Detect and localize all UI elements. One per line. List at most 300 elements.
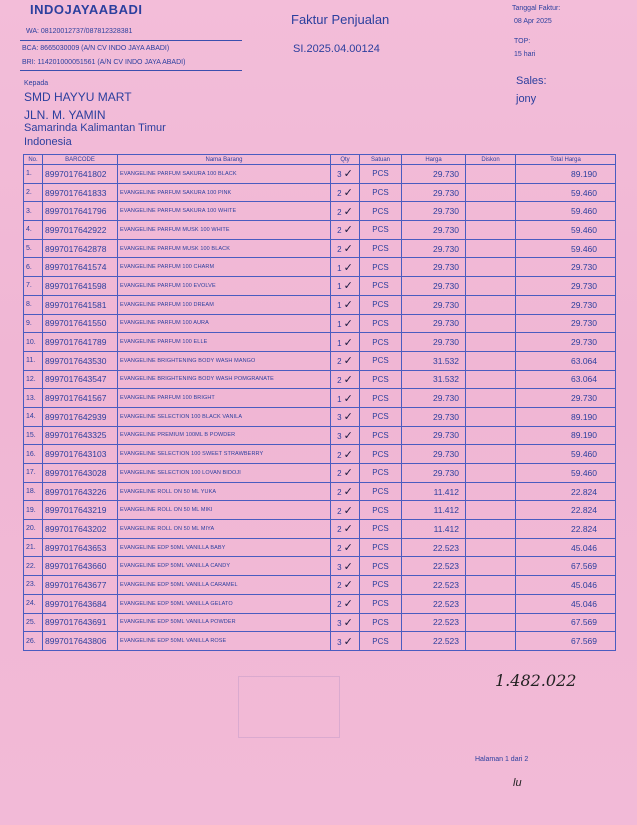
unit-cell (360, 183, 402, 202)
cell-text: 8997017642939 (45, 411, 107, 422)
cell-text: EVANGELINE BRIGHTENING BODY WASH POMGRANATE (120, 376, 274, 383)
cell-text: 8997017643691 (45, 617, 107, 628)
price-cell (402, 351, 466, 370)
table-row (24, 258, 616, 277)
cell-text: 22.523 (433, 617, 459, 628)
cell-text: 29.730 (571, 262, 597, 273)
cell-text: 21. (26, 544, 36, 552)
cell-text: EVANGELINE EDP 50ML VANILLA GELATO (120, 600, 233, 607)
items-table (23, 154, 616, 651)
checkmark-icon: ✓ (343, 260, 353, 274)
cell-text: 2 (337, 544, 342, 554)
price-cell (402, 613, 466, 632)
price-cell (402, 258, 466, 277)
cell-text: EVANGELINE PARFUM 100 CHARM (120, 264, 215, 271)
checkmark-icon: ✓ (343, 335, 353, 349)
barcode-cell (43, 389, 118, 408)
cell-text: EVANGELINE SELECTION 100 LOVAN BIDOJI (120, 469, 241, 476)
cell-text: 89.190 (571, 411, 597, 422)
checkmark-icon: ✓ (343, 447, 353, 461)
cell-text: 29.730 (433, 337, 459, 348)
cell-text: 8997017641833 (45, 187, 107, 198)
cell-text: 89.190 (571, 430, 597, 441)
cell-text: 45.046 (571, 598, 597, 609)
product-name-cell (118, 370, 331, 389)
row-number (24, 520, 43, 539)
table-row (24, 202, 616, 221)
checkmark-icon: ✓ (343, 316, 353, 330)
row-number (24, 202, 43, 221)
cell-text: 8997017643325 (45, 430, 107, 441)
quantity-cell (331, 314, 360, 333)
discount-cell (466, 202, 516, 221)
quantity-cell (331, 632, 360, 651)
price-cell (402, 426, 466, 445)
barcode-cell (43, 445, 118, 464)
cell-text: 22.523 (433, 598, 459, 609)
cell-text: PCS (372, 244, 389, 254)
divider (20, 40, 242, 41)
cell-text: 29.730 (433, 411, 459, 422)
cell-text: 11.412 (433, 486, 459, 497)
cell-text: 22. (26, 562, 36, 570)
column-header: BARCODE (43, 155, 118, 165)
price-cell (402, 277, 466, 296)
table-row (24, 501, 616, 520)
unit-cell (360, 295, 402, 314)
cell-text: 59.460 (571, 224, 597, 235)
cell-text: 31.532 (433, 355, 459, 366)
cell-text: EVANGELINE ROLL ON 50 ML YUKA (120, 488, 217, 495)
checkmark-icon: ✓ (343, 186, 353, 200)
price-cell (402, 295, 466, 314)
total-cell (516, 520, 616, 539)
cell-text: PCS (372, 169, 389, 179)
cell-text: EVANGELINE PARFUM 100 DREAM (120, 301, 214, 308)
cell-text: 3 (337, 637, 342, 647)
column-header: Total Harga (516, 155, 616, 165)
cell-text: EVANGELINE PARFUM 100 BRIGHT (120, 395, 215, 402)
cell-text: PCS (372, 505, 389, 515)
discount-cell (466, 538, 516, 557)
cell-text: 8997017641802 (45, 168, 107, 179)
checkmark-icon: ✓ (343, 204, 353, 218)
table-row (24, 407, 616, 426)
cell-text: 1 (337, 282, 342, 292)
unit-cell (360, 202, 402, 221)
product-name-cell (118, 482, 331, 501)
product-name-cell (118, 202, 331, 221)
price-cell (402, 239, 466, 258)
cell-text: PCS (372, 374, 389, 384)
cell-text: EVANGELINE PARFUM 100 ELLE (120, 339, 208, 346)
price-cell (402, 165, 466, 184)
cell-text: 29.730 (433, 243, 459, 254)
cell-text: 29.730 (433, 224, 459, 235)
cell-text: 59.460 (571, 206, 597, 217)
unit-cell (360, 277, 402, 296)
cell-text: 8997017641796 (45, 206, 107, 217)
cell-text: 8997017641567 (45, 393, 107, 404)
cell-text: PCS (372, 449, 389, 459)
cell-text: 9. (26, 319, 32, 327)
cell-text: 2 (337, 506, 342, 516)
unit-cell (360, 426, 402, 445)
checkmark-icon: ✓ (343, 466, 353, 480)
cell-text: 15. (26, 431, 36, 439)
cell-text: PCS (372, 468, 389, 478)
checkmark-icon: ✓ (343, 559, 353, 573)
cell-text: 18. (26, 488, 36, 496)
cell-text: PCS (372, 356, 389, 366)
discount-cell (466, 407, 516, 426)
price-cell (402, 445, 466, 464)
total-cell (516, 221, 616, 240)
sales-label: Sales: (516, 75, 547, 87)
company-name: INDOJAYAABADI (30, 2, 143, 17)
cell-text: 1. (26, 170, 32, 178)
quantity-cell (331, 464, 360, 483)
cell-text: 59.460 (571, 187, 597, 198)
cell-text: 3 (337, 170, 342, 180)
column-header: Nama Barang (118, 155, 331, 165)
column-header: Diskon (466, 155, 516, 165)
cell-text: 63.064 (571, 355, 597, 366)
total-cell (516, 333, 616, 352)
row-number (24, 258, 43, 277)
cell-text: 22.824 (571, 486, 597, 497)
cell-text: 8997017641581 (45, 299, 107, 310)
unit-cell (360, 557, 402, 576)
product-name-cell (118, 351, 331, 370)
cell-text: 8997017643530 (45, 355, 107, 366)
cell-text: 10. (26, 338, 36, 346)
quantity-cell (331, 501, 360, 520)
price-cell (402, 632, 466, 651)
cell-text: 3 (337, 618, 342, 628)
divider (20, 70, 242, 71)
table-row (24, 165, 616, 184)
row-number (24, 613, 43, 632)
cell-text: PCS (372, 188, 389, 198)
cell-text: 67.569 (571, 561, 597, 572)
price-cell (402, 576, 466, 595)
cell-text: EVANGELINE PARFUM SAKURA 100 WHITE (120, 208, 237, 215)
cell-text: PCS (372, 524, 389, 534)
checkmark-icon: ✓ (343, 522, 353, 536)
barcode-cell (43, 501, 118, 520)
product-name-cell (118, 538, 331, 557)
column-header: Harga (402, 155, 466, 165)
table-row (24, 538, 616, 557)
barcode-cell (43, 183, 118, 202)
product-name-cell (118, 557, 331, 576)
table-row (24, 613, 616, 632)
total-cell (516, 258, 616, 277)
cell-text: 1 (337, 301, 342, 311)
cell-text: 8997017643219 (45, 505, 107, 516)
checkmark-icon: ✓ (343, 391, 353, 405)
cell-text: 8997017641550 (45, 318, 107, 329)
table-row (24, 239, 616, 258)
row-number (24, 501, 43, 520)
quantity-cell (331, 426, 360, 445)
product-name-cell (118, 277, 331, 296)
cell-text: 13. (26, 394, 36, 402)
cell-text: 29.730 (433, 187, 459, 198)
table-row (24, 295, 616, 314)
invoice-date: 08 Apr 2025 (514, 18, 552, 25)
cell-text: 2 (337, 450, 342, 460)
barcode-cell (43, 426, 118, 445)
cell-text: 8997017641598 (45, 280, 107, 291)
cell-text: 14. (26, 413, 36, 421)
cell-text: 2 (337, 189, 342, 199)
cell-text: 8997017642878 (45, 243, 107, 254)
cell-text: 2 (337, 488, 342, 498)
product-name-cell (118, 501, 331, 520)
row-number (24, 389, 43, 408)
cell-text: 2 (337, 357, 342, 367)
barcode-cell (43, 576, 118, 595)
page-indicator: Halaman 1 dari 2 (475, 756, 529, 763)
barcode-cell (43, 482, 118, 501)
unit-cell (360, 333, 402, 352)
product-name-cell (118, 165, 331, 184)
row-number (24, 370, 43, 389)
cell-text: 29.730 (571, 299, 597, 310)
discount-cell (466, 576, 516, 595)
cell-text: 31.532 (433, 374, 459, 385)
column-header: Qty (331, 155, 360, 165)
cell-text: 29.730 (571, 318, 597, 329)
cell-text: EVANGELINE PARFUM 100 EVOLVE (120, 282, 216, 289)
checkmark-icon: ✓ (343, 615, 353, 629)
price-cell (402, 501, 466, 520)
price-cell (402, 520, 466, 539)
row-number (24, 165, 43, 184)
checkmark-icon: ✓ (343, 167, 353, 181)
cell-text: EVANGELINE EDP 50ML VANILLA POWDER (120, 619, 236, 626)
cell-text: PCS (372, 300, 389, 310)
total-cell (516, 445, 616, 464)
checkmark-icon: ✓ (343, 223, 353, 237)
cell-text: EVANGELINE EDP 50ML VANILLA ROSE (120, 638, 227, 645)
barcode-cell (43, 594, 118, 613)
total-cell (516, 557, 616, 576)
cell-text: 25. (26, 618, 36, 626)
quantity-cell (331, 221, 360, 240)
cell-text: 3 (337, 562, 342, 572)
cell-text: 67.569 (571, 636, 597, 647)
cell-text: 89.190 (571, 168, 597, 179)
price-cell (402, 407, 466, 426)
unit-cell (360, 165, 402, 184)
discount-cell (466, 482, 516, 501)
discount-cell (466, 613, 516, 632)
total-cell (516, 277, 616, 296)
cell-text: 2 (337, 245, 342, 255)
row-number (24, 482, 43, 501)
quantity-cell (331, 445, 360, 464)
discount-cell (466, 501, 516, 520)
total-cell (516, 613, 616, 632)
cell-text: 2 (337, 600, 342, 610)
discount-cell (466, 221, 516, 240)
barcode-cell (43, 295, 118, 314)
quantity-cell (331, 594, 360, 613)
row-number (24, 183, 43, 202)
cell-text: EVANGELINE BRIGHTENING BODY WASH MANGO (120, 357, 256, 364)
row-number (24, 576, 43, 595)
cell-text: 1 (337, 394, 342, 404)
quantity-cell (331, 165, 360, 184)
table-row (24, 183, 616, 202)
product-name-cell (118, 407, 331, 426)
cell-text: 24. (26, 600, 36, 608)
cell-text: 29.730 (433, 168, 459, 179)
quantity-cell (331, 239, 360, 258)
discount-cell (466, 351, 516, 370)
discount-cell (466, 165, 516, 184)
barcode-cell (43, 333, 118, 352)
unit-cell (360, 239, 402, 258)
cell-text: 1 (337, 338, 342, 348)
table-row (24, 333, 616, 352)
quantity-cell (331, 370, 360, 389)
company-bank-bri: BRI: 114201000051561 (A/N CV INDO JAYA ABADI) (22, 59, 186, 66)
cell-text: 8. (26, 301, 32, 309)
product-name-cell (118, 613, 331, 632)
total-cell (516, 165, 616, 184)
cell-text: 23. (26, 581, 36, 589)
cell-text: 29.730 (433, 299, 459, 310)
barcode-cell (43, 407, 118, 426)
price-cell (402, 370, 466, 389)
cell-text: 2 (337, 226, 342, 236)
handwritten-grand-total: 1.482.022 (495, 671, 577, 690)
total-cell (516, 407, 616, 426)
cell-text: 59.460 (571, 449, 597, 460)
table-row (24, 277, 616, 296)
cell-text: 8997017643806 (45, 636, 107, 647)
cell-text: EVANGELINE PREMIUM 100ML B POWDER (120, 432, 236, 439)
cell-text: EVANGELINE SELECTION 100 SWEET STRAWBERRY (120, 451, 264, 458)
total-cell (516, 202, 616, 221)
unit-cell (360, 351, 402, 370)
table-row (24, 632, 616, 651)
cell-text: 20. (26, 525, 36, 533)
barcode-cell (43, 221, 118, 240)
product-name-cell (118, 389, 331, 408)
total-cell (516, 295, 616, 314)
unit-cell (360, 482, 402, 501)
quantity-cell (331, 277, 360, 296)
cell-text: 45.046 (571, 579, 597, 590)
discount-cell (466, 426, 516, 445)
table-row (24, 594, 616, 613)
price-cell (402, 594, 466, 613)
cell-text: PCS (372, 225, 389, 235)
cell-text: 59.460 (571, 467, 597, 478)
checkmark-icon: ✓ (343, 354, 353, 368)
table-row (24, 370, 616, 389)
quantity-cell (331, 520, 360, 539)
cell-text: 59.460 (571, 243, 597, 254)
table-row (24, 520, 616, 539)
cell-text: EVANGELINE ROLL ON 50 ML MIYA (120, 525, 215, 532)
checkmark-icon: ✓ (343, 428, 353, 442)
cell-text: 3 (337, 413, 342, 423)
row-number (24, 407, 43, 426)
column-header: No. (24, 155, 43, 165)
quantity-cell (331, 538, 360, 557)
cell-text: 6. (26, 263, 32, 271)
cell-text: PCS (372, 430, 389, 440)
barcode-cell (43, 557, 118, 576)
product-name-cell (118, 221, 331, 240)
invoice-title: Faktur Penjualan (291, 12, 390, 27)
quantity-cell (331, 576, 360, 595)
row-number (24, 464, 43, 483)
unit-cell (360, 445, 402, 464)
barcode-cell (43, 613, 118, 632)
cell-text: 8997017643028 (45, 467, 107, 478)
price-cell (402, 183, 466, 202)
cell-text: PCS (372, 262, 389, 272)
product-name-cell (118, 520, 331, 539)
barcode-cell (43, 520, 118, 539)
price-cell (402, 202, 466, 221)
cell-text: EVANGELINE PARFUM MUSK 100 BLACK (120, 245, 230, 252)
cell-text: PCS (372, 393, 389, 403)
checkmark-icon: ✓ (343, 410, 353, 424)
sales-name: jony (516, 93, 537, 105)
company-bank-bca: BCA: 8665030009 (A/N CV INDO JAYA ABADI) (22, 45, 170, 52)
quantity-cell (331, 183, 360, 202)
price-cell (402, 314, 466, 333)
product-name-cell (118, 464, 331, 483)
discount-cell (466, 239, 516, 258)
barcode-cell (43, 277, 118, 296)
price-cell (402, 557, 466, 576)
unit-cell (360, 258, 402, 277)
cell-text: 29.730 (571, 393, 597, 404)
checkmark-icon: ✓ (343, 634, 353, 648)
cell-text: 19. (26, 506, 36, 514)
cell-text: 5. (26, 245, 32, 253)
row-number (24, 239, 43, 258)
cell-text: 3. (26, 207, 32, 215)
row-number (24, 426, 43, 445)
customer-address-line: Indonesia (24, 136, 72, 148)
cell-text: PCS (372, 318, 389, 328)
cell-text: 8997017643677 (45, 579, 107, 590)
table-row (24, 221, 616, 240)
product-name-cell (118, 258, 331, 277)
invoice-date-label: Tanggal Faktur: (512, 5, 561, 12)
price-cell (402, 333, 466, 352)
total-cell (516, 632, 616, 651)
total-cell (516, 464, 616, 483)
checkmark-icon: ✓ (343, 279, 353, 293)
cell-text: EVANGELINE PARFUM SAKURA 100 PINK (120, 189, 232, 196)
unit-cell (360, 501, 402, 520)
cell-text: PCS (372, 281, 389, 291)
product-name-cell (118, 314, 331, 333)
handwritten-initials: lu (513, 777, 522, 789)
cell-text: 4. (26, 226, 32, 234)
